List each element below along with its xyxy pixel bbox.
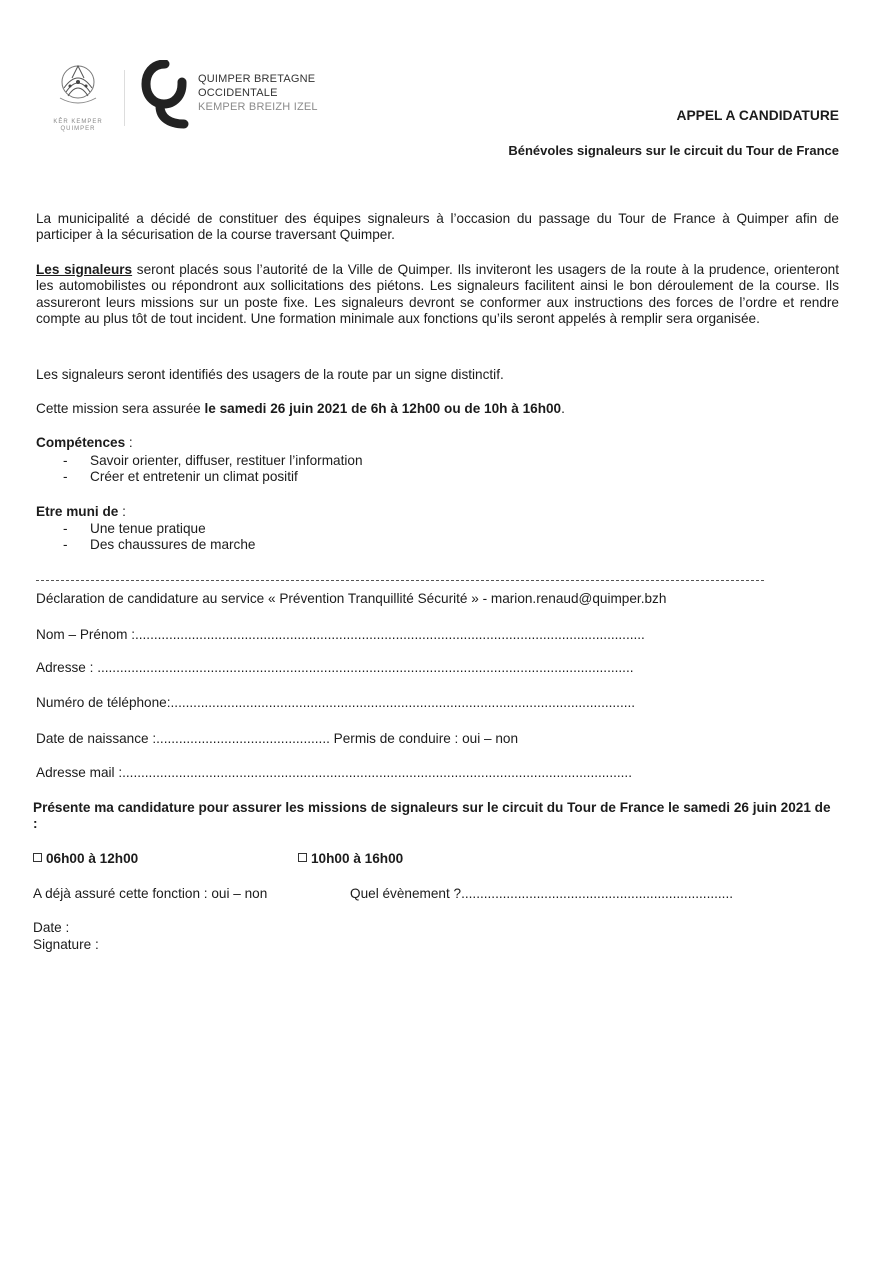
evenement-field[interactable]: Quel évènement ?........................................................................ xyxy=(350,886,734,901)
page-subtitle: Bénévoles signaleurs sur le circuit du Tour de France xyxy=(508,143,839,158)
mission-prefix: Cette mission sera assurée xyxy=(36,401,205,416)
mission-paragraph xyxy=(36,401,565,417)
equipement-title: Etre muni de xyxy=(36,504,119,519)
competences-heading xyxy=(36,435,133,451)
logo-line-2: OCCIDENTALE xyxy=(198,87,278,99)
declaration-line: Déclaration de candidature au service « Prévention Tranquillité Sécurité » - marion.renaud@quimper.bzh xyxy=(36,591,667,606)
checkbox-06h-12h[interactable] xyxy=(33,853,42,862)
list-item: - Des chaussures de marche xyxy=(63,537,256,553)
page-title: APPEL A CANDIDATURE xyxy=(676,108,839,123)
q-logo-icon xyxy=(140,60,190,130)
signaleurs-text: seront placés sous l’autorité de la Ville de Quimper. Ils inviteront les usagers de la route à la prudence, orienteront les automobilistes ou répondront aux sollicitations des piétons. Les signaleurs facilitent ainsi le bon déroulement de la course. Ils assureront leurs missions sur un poste fixe. Les signaleurs devront se conformer aux instructions des forces de l’ordre et rendre compte au plus tôt de tout incident. Une formation minimale aux fonctions qu’ils seront appelés à remplir sera organisée. xyxy=(36,262,840,327)
competences-list xyxy=(36,453,363,486)
logo-line-1: QUIMPER BRETAGNE xyxy=(198,73,316,85)
candidature-statement: Présente ma candidature pour assurer les missions de signaleurs sur le circuit du Tour de France le samedi 26 juin 2021 de : xyxy=(33,800,831,832)
signaleurs-label: Les signaleurs xyxy=(36,262,133,277)
nom-prenom-field[interactable]: Nom – Prénom :....................................................................................................................................... xyxy=(36,627,645,642)
quimper-bretagne-logo-mark xyxy=(140,60,190,130)
checkbox-10h-16h[interactable] xyxy=(298,853,307,862)
naissance-permis-field[interactable]: Date de naissance :.............................................. Permis de conduire : oui – non xyxy=(36,731,519,746)
option-10h-16h[interactable] xyxy=(298,851,403,867)
competences-title: Compétences xyxy=(36,435,126,450)
signaleurs-paragraph xyxy=(36,262,839,328)
logo-line-3: KEMPER BREIZH IZEL xyxy=(198,101,318,113)
date-field[interactable]: Date : xyxy=(33,920,70,935)
ville-logo-caption: KÊR KEMPER QUIMPER xyxy=(53,119,103,132)
telephone-field[interactable]: Numéro de téléphone:........................................................................................................................... xyxy=(36,695,636,710)
adresse-field[interactable]: Adresse : .............................................................................................................................................. xyxy=(36,660,634,675)
intro-paragraph: La municipalité a décidé de constituer des équipes signaleurs à l’occasion du passage du Tour de France à Quimper afin de participer à la sécurisation de la course traversant Quimper. xyxy=(36,211,839,243)
list-item: - Créer et entretenir un climat positif xyxy=(63,469,298,485)
equipement-colon: : xyxy=(118,504,126,519)
list-item: - Une tenue pratique xyxy=(63,521,206,536)
deja-assure-field[interactable]: A déjà assuré cette fonction : oui – non xyxy=(33,886,268,901)
ville-quimper-logo xyxy=(46,58,110,130)
list-item: - Savoir orienter, diffuser, restituer l’information xyxy=(63,453,363,468)
equipement-list xyxy=(36,521,255,554)
competences-colon: : xyxy=(125,435,133,450)
identification-paragraph: Les signaleurs seront identifiés des usagers de la route par un signe distinctif. xyxy=(36,367,504,382)
signature-field[interactable]: Signature : xyxy=(33,937,99,952)
adresse-mail-field[interactable]: Adresse mail :....................................................................................................................................... xyxy=(36,765,632,780)
cut-line-divider xyxy=(36,580,764,581)
equipement-heading xyxy=(36,504,126,520)
option-10h-16h-label: 10h00 à 16h00 xyxy=(311,851,404,866)
quimper-emblem-icon xyxy=(46,58,110,114)
logo-divider xyxy=(124,70,125,126)
option-06h-12h-label: 06h00 à 12h00 xyxy=(46,851,139,866)
mission-date: le samedi 26 juin 2021 de 6h à 12h00 ou de 10h à 16h00 xyxy=(204,401,562,416)
mission-suffix: . xyxy=(561,401,565,416)
option-06h-12h[interactable] xyxy=(33,851,138,867)
quimper-bretagne-logo-text xyxy=(198,72,318,114)
